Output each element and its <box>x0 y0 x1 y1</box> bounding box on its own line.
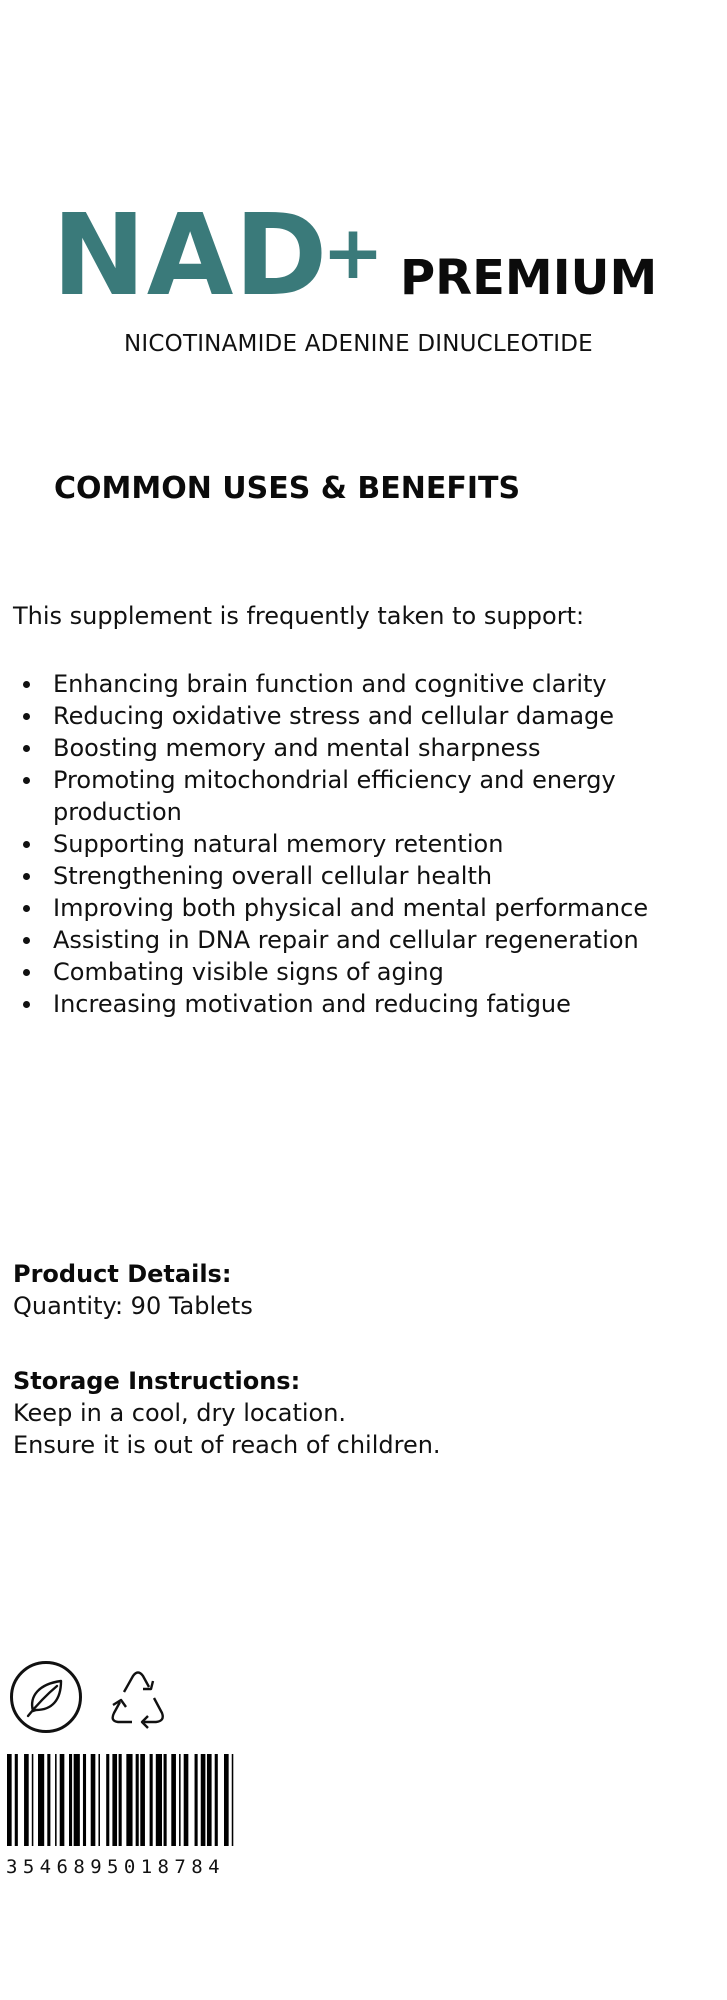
product-details-heading: Product Details: <box>13 1260 232 1288</box>
brand-subtitle: NICOTINAMIDE ADENINE DINUCLEOTIDE <box>124 331 593 357</box>
barcode-bar <box>112 1754 117 1846</box>
barcode-bar <box>69 1754 72 1846</box>
barcode-bar <box>15 1754 18 1846</box>
storage-instruction: Keep in a cool, dry location. <box>13 1399 347 1427</box>
barcode-bar <box>83 1754 86 1846</box>
brand-tier: PREMIUM <box>400 250 658 306</box>
barcode-bar <box>136 1754 139 1846</box>
list-item: Boosting memory and mental sharpness <box>13 732 653 764</box>
list-item: Enhancing brain function and cognitive clarity <box>13 668 653 700</box>
brand-plus: + <box>322 210 385 296</box>
benefits-list <box>13 668 653 1020</box>
barcode-bar <box>98 1754 100 1846</box>
barcode-bar <box>150 1754 153 1846</box>
barcode-bar <box>7 1754 12 1846</box>
brand-name: NAD <box>52 191 329 321</box>
section-title: COMMON USES & BENEFITS <box>54 471 521 506</box>
benefits-intro: This supplement is frequently taken to support: <box>13 602 585 630</box>
barcode-bar <box>179 1754 181 1846</box>
barcode-bar <box>32 1754 34 1846</box>
product-quantity: Quantity: 90 Tablets <box>13 1292 253 1320</box>
barcode-bar <box>47 1754 50 1846</box>
list-item: Supporting natural memory retention <box>13 828 653 860</box>
list-item: Promoting mitochondrial efficiency and energy production <box>13 764 653 828</box>
barcode-bar <box>184 1754 189 1846</box>
barcode-bar <box>215 1754 218 1846</box>
barcode-bar <box>164 1754 167 1846</box>
leaf-icon <box>9 1660 83 1734</box>
barcode-bar <box>55 1754 57 1846</box>
barcode-bar <box>224 1754 229 1846</box>
barcode-bar <box>156 1754 162 1846</box>
barcode-bar <box>126 1754 132 1846</box>
barcode-bar <box>207 1754 212 1846</box>
list-item: Assisting in DNA repair and cellular regeneration <box>13 924 653 956</box>
barcode-bar <box>91 1754 96 1846</box>
barcode-bar <box>74 1754 80 1846</box>
list-item: Increasing motivation and reducing fatigue <box>13 988 653 1020</box>
recycle-icon <box>100 1662 176 1738</box>
storage-instruction: Ensure it is out of reach of children. <box>13 1431 441 1459</box>
barcode-bar <box>140 1754 145 1846</box>
barcode-number: 3546895018784 <box>6 1856 225 1878</box>
barcode-bar <box>171 1754 176 1846</box>
list-item: Improving both physical and mental performance <box>13 892 653 924</box>
barcode-bar <box>24 1754 29 1846</box>
list-item: Reducing oxidative stress and cellular damage <box>13 700 653 732</box>
storage-heading: Storage Instructions: <box>13 1367 301 1395</box>
barcode-bar <box>119 1754 122 1846</box>
barcode-bar <box>38 1754 44 1846</box>
list-item: Combating visible signs of aging <box>13 956 653 988</box>
barcode <box>7 1754 287 1846</box>
barcode-bar <box>106 1754 109 1846</box>
barcode-bar <box>201 1754 206 1846</box>
barcode-bar <box>195 1754 198 1846</box>
list-item: Strengthening overall cellular health <box>13 860 653 892</box>
barcode-bar <box>60 1754 65 1846</box>
barcode-bar <box>232 1754 234 1846</box>
